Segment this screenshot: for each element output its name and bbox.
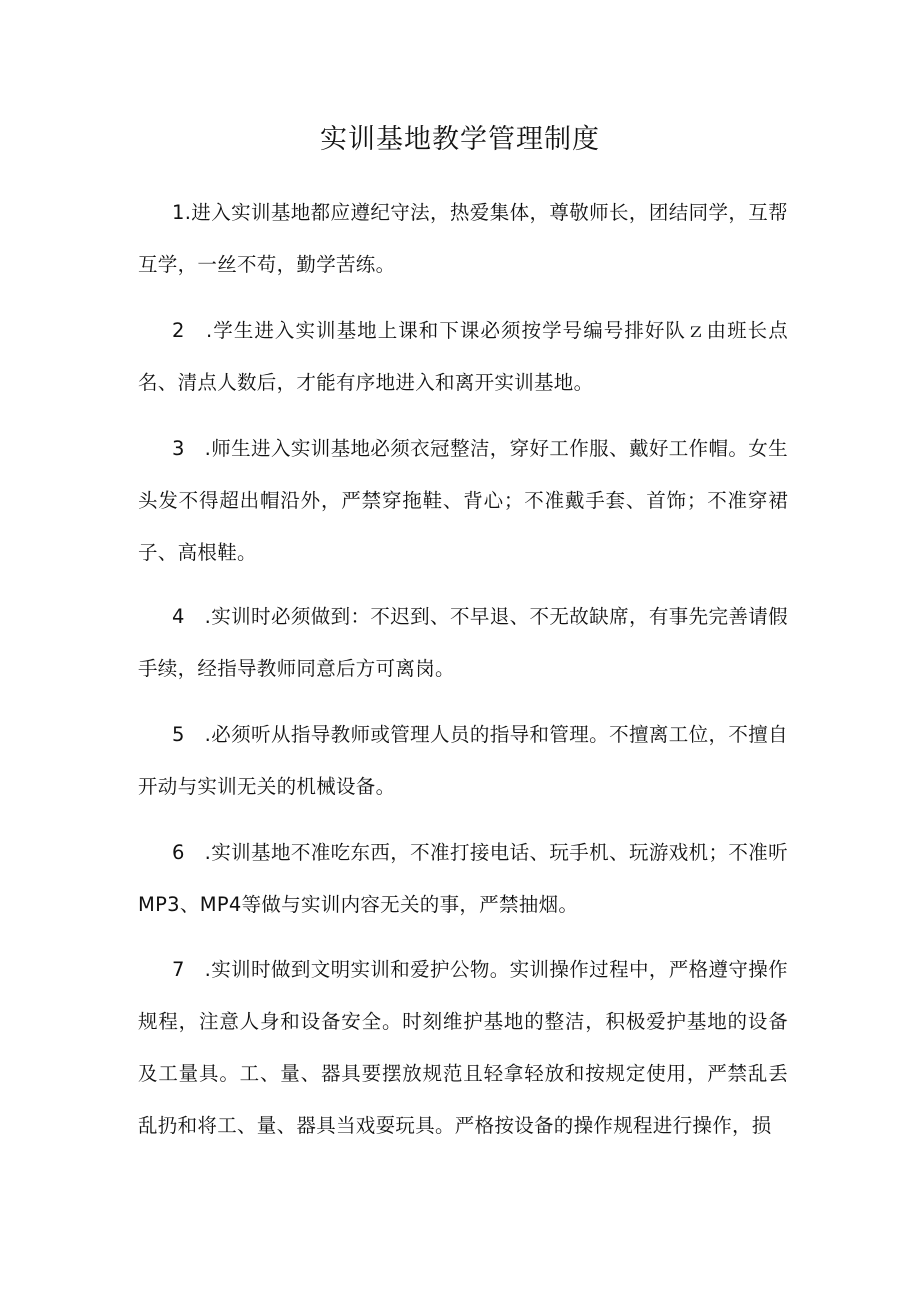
rule-paragraph-4: 4 .实训时必须做到：不迟到、不早退、不无故缺席，有事先完善请假手续，经指导教师同意后方可离岗。 — [138, 605, 788, 680]
rule-paragraph-1: 1.进入实训基地都应遵纪守法，热爱集体，尊敬师长，团结同学，互帮互学，一丝不苟，勤学苦练。 — [138, 201, 788, 276]
rule-paragraph-7: 7 .实训时做到文明实训和爱护公物。实训操作过程中，严格遵守操作规程，注意人身和设备安全。时刻维护基地的整洁，积极爱护基地的设备及工量具。工、量、器具要摆放规范且轻拿轻放和按规定使用，严禁乱丢乱扔和将工、量、器具当戏耍玩具。严格按设备的操作规程进行操作，损 — [138, 958, 788, 1137]
rule-paragraph-5: 5 .必须听从指导教师或管理人员的指导和管理。不擅离工位，不擅自开动与实训无关的机械设备。 — [138, 723, 788, 798]
rule-paragraph-6: 6 .实训基地不准吃东西，不准打接电话、玩手机、玩游戏机；不准听MP3、MP4等做与实训内容无关的事，严禁抽烟。 — [138, 841, 788, 916]
page-title: 实训基地教学管理制度 — [320, 124, 600, 155]
rule-paragraph-3: 3 .师生进入实训基地必须衣冠整洁，穿好工作服、戴好工作帽。女生头发不得超出帽沿外，严禁穿拖鞋、背心；不准戴手套、首饰；不准穿裙子、高根鞋。 — [138, 437, 788, 564]
rule-paragraph-2: 2 .学生进入实训基地上课和下课必须按学号编号排好队ｚ由班长点名、清点人数后，才能有序地进入和离开实训基地。 — [138, 319, 788, 394]
